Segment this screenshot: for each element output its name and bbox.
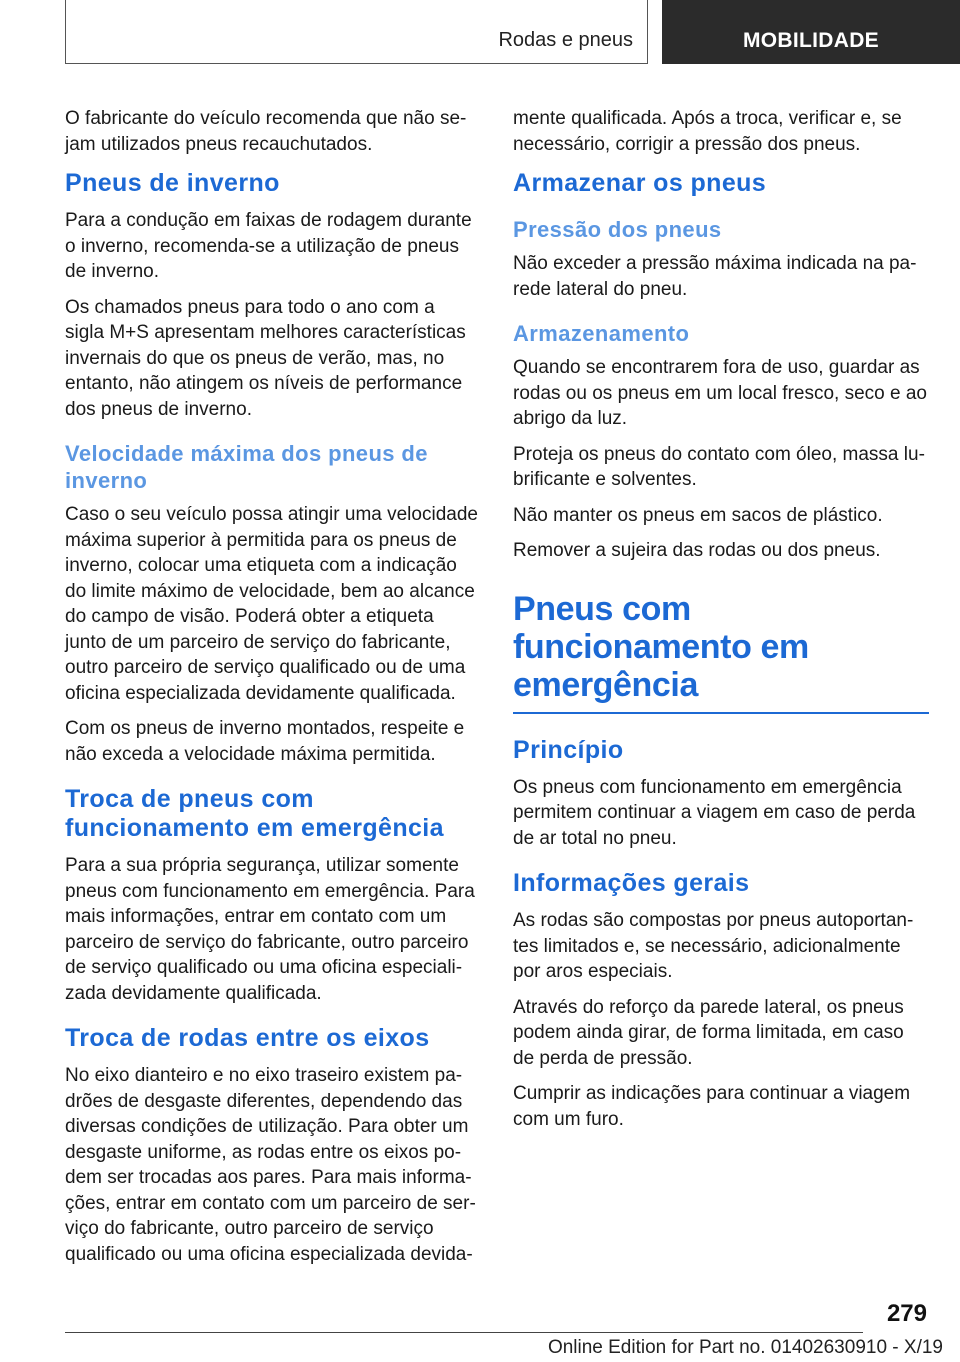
header-chapter-label: MOBILIDADE — [743, 29, 879, 52]
paragraph-general-3: Cumprir as indicações para continuar a viagem com um furo. — [513, 1083, 911, 1130]
paragraph-store-4: Remover a sujeira das rodas ou dos pneus. — [513, 540, 881, 561]
heading-principle: Princípio — [513, 735, 624, 764]
paragraph-pressure: Não exceder a pressão máxima indicada na parede lateral do pneu. — [513, 253, 917, 300]
heading-storing: Armazenamento — [513, 321, 690, 346]
page-number: 279 — [886, 1300, 927, 1327]
heading-general-info: Informações gerais — [513, 869, 750, 897]
paragraph-store-1: Quando se encontrarem fora de uso, guardar as rodas ou os pneus em um local fresco, seco e ao abrigo da luz. — [513, 357, 928, 429]
heading-max-speed: Velocidade máxima dos pneus de inverno — [65, 441, 428, 493]
paragraph-runflat-change: Para a sua própria segurança, utilizar somente pneus com funcionamento em emergência. Para mais informações, entrar em contato com um parceiro de serviço do fabricante, outro parceiro de serviço qualificado ou uma oficina especializada devidamente qualificada. — [65, 855, 475, 1004]
heading-winter-tyres: Pneus de inverno — [65, 169, 280, 197]
heading-runflat-change: Troca de pneus com funcionamento em emergência — [65, 785, 444, 842]
paragraph-speed-1: Caso o seu veículo possa atingir uma velocidade máxima superior à permitida para os pneus de inverno, colocar uma etiqueta com a indicação do limite máximo de velocidade, bem ao alcance do campo de visão. Poderá obter a etiqueta junto de um parceiro de serviço do fabricante, outro parceiro de serviço qualificado ou de uma oficina especializada devidamente qualificada. — [65, 504, 478, 704]
paragraph-winter-1: Para a condução em faixas de rodagem durante o inverno, recomenda-se a utilização de pneus de inverno. — [65, 210, 472, 282]
footer-edition: Online Edition for Part no. 01402630910 - X/19 — [547, 1337, 943, 1358]
paragraph-wheel-rotation: No eixo dianteiro e no eixo traseiro existem padrões de desgaste diferentes, dependendo das diversas condições de utilização. Para obter um desgaste uniforme, as rodas entre os eixos podem ser trocadas aos pares. Para mais informações, entrar em contato com um parceiro de serviço do fabricante, outro parceiro de serviço qualificado ou uma oficina especializada devida- — [65, 1065, 476, 1265]
heading-tyre-storage: Armazenar os pneus — [513, 169, 767, 197]
paragraph-continued: mente qualificada. Após a troca, verificar e, se necessário, corrigir a pressão dos pneus. — [513, 108, 902, 155]
right-column — [513, 106, 929, 1142]
paragraph-store-3: Não manter os pneus em sacos de plástico. — [513, 504, 883, 526]
paragraph-store-2: Proteja os pneus do contato com óleo, massa lubrificante e solventes. — [513, 443, 925, 490]
header-section-title: Rodas e pneus — [498, 29, 633, 51]
paragraph-intro: O fabricante do veículo recomenda que não sejam utilizados pneus recauchutados. — [65, 108, 467, 155]
header-frame — [65, 0, 648, 64]
paragraph-principle: Os pneus com funcionamento em emergência permitem continuar a viagem em caso de perda de ar total no pneu. — [513, 776, 916, 849]
footer-divider — [65, 1332, 863, 1333]
paragraph-general-2: Através do reforço da parede lateral, os pneus podem ainda girar, de forma limitada, em caso de perda de pressão. — [513, 996, 904, 1069]
left-column — [65, 106, 478, 1277]
paragraph-speed-2: Com os pneus de inverno montados, respeite e não exceda a velocidade máxima permitida. — [65, 718, 465, 765]
heading-wheel-rotation: Troca de rodas entre os eixos — [65, 1024, 430, 1052]
chapter-title-runflat: Pneus com funcionamento em emergência — [513, 590, 929, 714]
paragraph-winter-2: Os chamados pneus para todo o ano com a sigla M+S apresentam melhores características invernais do que os pneus de verão, mas, no entanto, não atingem os níveis de performance dos pneus de inverno. — [65, 296, 466, 420]
header-chapter-tab — [662, 0, 960, 64]
heading-tyre-pressure: Pressão dos pneus — [513, 217, 722, 242]
paragraph-general-1: As rodas são compostas por pneus autoportantes limitados e, se necessário, adicionalmente por aros especiais. — [513, 910, 914, 982]
